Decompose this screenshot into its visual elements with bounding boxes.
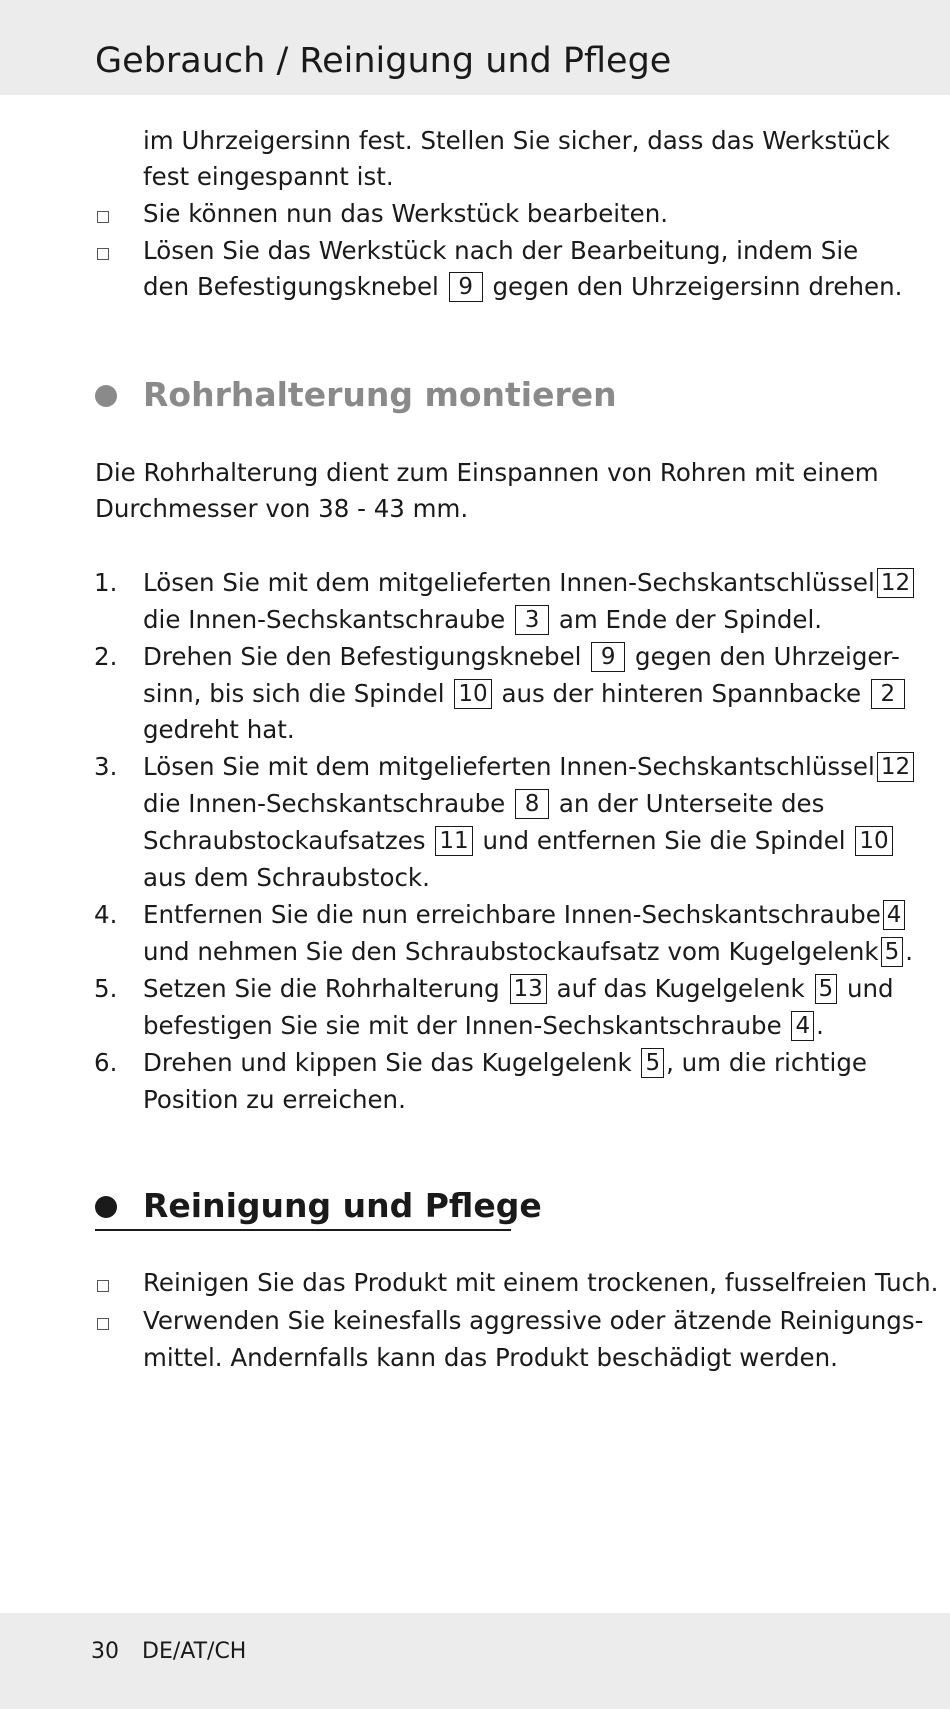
step-text (143, 749, 916, 785)
step-number: 6. (94, 1048, 118, 1077)
bullet-text: Verwenden Sie keinesfalls aggressive oder ätzende Reinigungs- (143, 1306, 924, 1335)
part-reference: 12 (877, 568, 914, 598)
step-number: 4. (94, 900, 118, 929)
text-span: Drehen Sie den Befestigungsknebel (143, 642, 582, 671)
heading-underline (95, 1229, 511, 1231)
step-text (143, 971, 894, 1007)
bullet-text: Reinigen Sie das Produkt mit einem trockenen, fusselfreien Tuch. (143, 1268, 939, 1297)
text-span: und entfernen Sie die Spindel (482, 826, 846, 855)
part-reference: 5 (641, 1048, 664, 1078)
section-heading-reinigung: Reinigung und Pflege (143, 1186, 542, 1225)
checkbox-bullet-icon (97, 1318, 109, 1330)
text-span: Drehen und kippen Sie das Kugelgelenk (143, 1048, 632, 1077)
step-text (143, 897, 907, 933)
section-bullet-icon (95, 1196, 117, 1218)
step-number: 3. (94, 752, 118, 781)
page-header-title: Gebrauch / Reinigung und Pflege (95, 41, 672, 81)
paragraph-line: Die Rohrhalterung dient zum Einspannen von Rohren mit einem (95, 458, 879, 487)
text-span: . (816, 1011, 824, 1040)
bullet-text: mittel. Andernfalls kann das Produkt beschädigt werden. (143, 1343, 838, 1372)
step-text: gedreht hat. (143, 715, 295, 744)
step-text: aus dem Schraubstock. (143, 863, 430, 892)
part-reference: 4 (791, 1011, 814, 1041)
text-span: die Innen-Sechskantschraube (143, 605, 506, 634)
text-span: am Ende der Spindel. (558, 605, 823, 634)
text-span: . (905, 937, 914, 966)
part-reference: 8 (515, 789, 549, 819)
text-span: Schraubstockaufsatzes (143, 826, 426, 855)
checkbox-bullet-icon (97, 211, 109, 223)
text-span: , um die richtige (666, 1048, 867, 1077)
part-reference: 5 (815, 974, 838, 1004)
section-bullet-icon (95, 385, 117, 407)
text-span: Lösen Sie mit dem mitgelieferten Innen-Sechskantschlüssel (143, 752, 875, 781)
part-reference: 2 (871, 679, 905, 709)
part-reference: 5 (881, 937, 904, 967)
section-heading-rohrhalterung: Rohrhalterung montieren (143, 375, 617, 414)
text-span: aus der hinteren Spannbacke (501, 679, 862, 708)
step-text (143, 1045, 867, 1081)
text-span: Setzen Sie die Rohrhalterung (143, 974, 500, 1003)
part-reference: 9 (591, 642, 625, 672)
text-span: Lösen Sie mit dem mitgelieferten Innen-Sechskantschlüssel (143, 568, 875, 597)
step-number: 2. (94, 642, 118, 671)
text-span: den Befestigungsknebel (143, 272, 439, 301)
step-text (143, 786, 824, 822)
text-span: die Innen-Sechskantschraube (143, 789, 506, 818)
page-number: 30 (91, 1639, 119, 1664)
text-span: sinn, bis sich die Spindel (143, 679, 445, 708)
language-label: DE/AT/CH (142, 1639, 247, 1664)
step-number: 5. (94, 974, 118, 1003)
step-text (143, 823, 895, 859)
text-span: Entfernen Sie die nun erreichbare Innen-Sechskantschraube (143, 900, 881, 929)
step-text (143, 676, 907, 712)
bullet-text: Lösen Sie das Werkstück nach der Bearbeitung, indem Sie (143, 236, 859, 265)
step-text: Position zu erreichen. (143, 1085, 406, 1114)
text-span: und nehmen Sie den Schraubstockaufsatz vom Kugelgelenk (143, 937, 879, 966)
part-reference: 9 (449, 272, 483, 302)
step-text (143, 934, 913, 970)
text-line: fest eingespannt ist. (143, 162, 394, 191)
step-text (143, 639, 900, 675)
step-text (143, 602, 822, 638)
text-span: und (846, 974, 894, 1003)
text-span: gegen den Uhrzeiger- (635, 642, 900, 671)
text-span: befestigen Sie sie mit der Innen-Sechskantschraube (143, 1011, 782, 1040)
bullet-text (143, 269, 902, 305)
part-reference: 11 (435, 826, 472, 856)
text-span: an der Unterseite des (558, 789, 825, 818)
part-reference: 10 (855, 826, 892, 856)
part-reference: 3 (515, 605, 549, 635)
step-text (143, 1008, 824, 1044)
step-text (143, 565, 916, 601)
paragraph-line: Durchmesser von 38 - 43 mm. (95, 494, 469, 523)
part-reference: 12 (877, 752, 914, 782)
text-span: auf das Kugelgelenk (556, 974, 805, 1003)
checkbox-bullet-icon (97, 248, 109, 260)
bullet-text: Sie können nun das Werkstück bearbeiten. (143, 199, 669, 228)
text-span: gegen den Uhrzeigersinn drehen. (492, 272, 903, 301)
step-number: 1. (94, 568, 118, 597)
part-reference: 13 (510, 974, 547, 1004)
part-reference: 4 (883, 900, 906, 930)
text-line: im Uhrzeigersinn fest. Stellen Sie sicher, dass das Werkstück (143, 126, 890, 155)
part-reference: 10 (454, 679, 491, 709)
checkbox-bullet-icon (97, 1280, 109, 1292)
